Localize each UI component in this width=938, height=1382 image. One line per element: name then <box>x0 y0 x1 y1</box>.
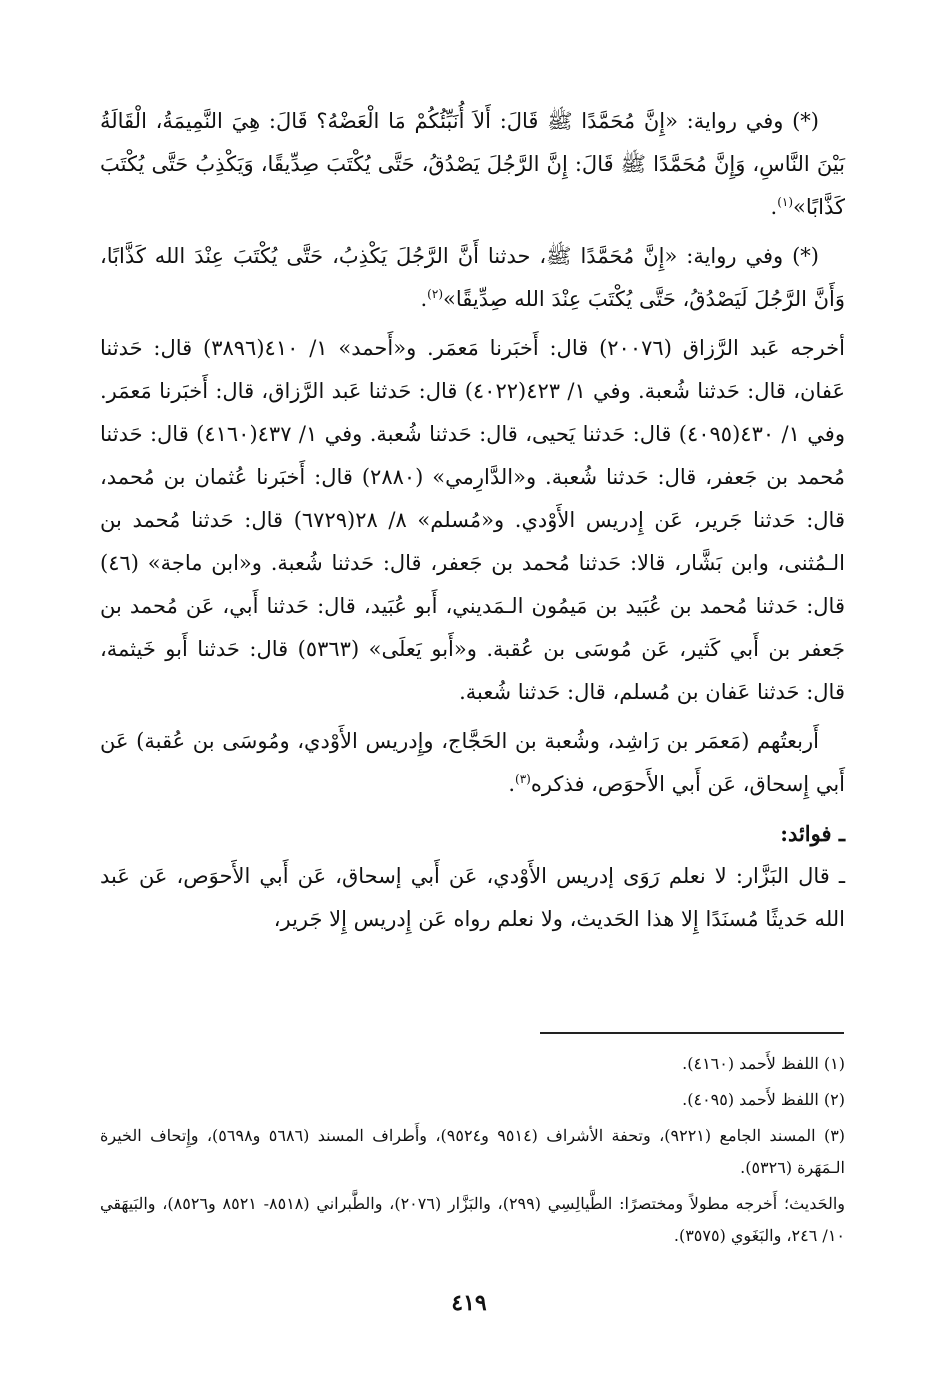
hadith-variant-1-end: . <box>770 195 778 219</box>
narrators-summary-text: أَربعتُهم (مَعمَر بن رَاشِد، وشُعبة بن الحَجَّاج، وإِدريس الأَوْدي، ومُوسَى بن عُقبة) عَن أَبي إِسحاق، عَن أَبي الأَحوَص، فذكره <box>100 729 845 796</box>
footnotes <box>100 1048 845 1256</box>
hadith-variant-2-text: (*) وفي رواية: «إِنَّ مُحَمَّدًا ﷺ، حدثنا أَنَّ الرَّجُلَ يَكْذِبُ، حَتَّى يُكْتَبَ عِنْدَ الله كَذَّابًا، وَأَنَّ الرَّجُلَ لَيَصْدُقُ، حَتَّى يُكْتَبَ عِنْدَ الله صِدِّيقًا» <box>100 244 845 311</box>
narrators-summary-end: . <box>508 772 515 796</box>
takhrij-paragraph: أخرجه عَبد الرَّزاق (٢٠٠٧٦) قال: أَخبَرنا مَعمَر. و«أَحمد» ١/ ٤١٠(٣٨٩٦) قال: حَدثنا عَفان، قال: حَدثنا شُعبة. وفي ١/ ٤٢٣(٤٠٢٢) قال: حَدثنا عَبد الرَّزاق، قال: أَخبَرنا مَعمَر. وفي ١/ ٤٣٠(٤٠٩٥) قال: حَدثنا يَحيى، قال: حَدثنا شُعبة. وفي ١/ ٤٣٧(٤١٦٠) قال: حَدثنا مُحمد بن جَعفر، قال: حَدثنا شُعبة. و«الدَّارِمي» (٢٨٨٠) قال: أَخبَرنا عُثمان بن مُحمد، قال: حَدثنا جَرير، عَن إِدريس الأَوْدي. و«مُسلم» ٨/ ٢٨(٦٧٢٩) قال: حَدثنا مُحمد بن الـمُثنى، وابن بَشَّار، قالا: حَدثنا مُحمد بن جَعفر، قال: حَدثنا شُعبة. و«ابن ماجة» (٤٦) قال: حَدثنا مُحمد بن عُبَيد بن مَيمُون الـمَديني، أَبو عُبَيد، قال: حَدثنا أَبي، عَن مُحمد بن جَعفر بن أَبي كَثير، عَن مُوسَى بن عُقبة. و«أَبو يَعلَى» (٥٣٦٣) قال: حَدثنا أَبو خَيثمة، قال: حَدثنا عَفان بن مُسلم، قال: حَدثنا شُعبة. <box>100 336 845 704</box>
footnote-separator <box>540 1032 844 1034</box>
footnote-ref-2: (٢) <box>427 287 443 301</box>
hadith-variant-2-end: . <box>420 287 428 311</box>
footnote-ref-1: (١) <box>777 195 794 209</box>
page-body <box>100 100 845 947</box>
footnote-2: (٢) اللفظ لأَحمد (٤٠٩٥). <box>682 1090 845 1109</box>
benefits-paragraph: ـ قال البَزَّار: لا نعلم رَوَى إدريس الأَوْدي، عَن أَبي إسحاق، عَن أَبي الأَحوَص، عَن عَبد الله حَديثًا مُسنَدًا إِلا هذا الحَديث، ولا نعلم رواه عَن إِدريس إِلا جَرير، <box>100 864 845 931</box>
footnote-1: (١) اللفظ لأَحمد (٤١٦٠). <box>682 1054 845 1073</box>
hadith-variant-1-text: (*) وفي رواية: «إِنَّ مُحَمَّدًا ﷺ قَالَ: أَلاَ أُنَبِّئُكُمْ مَا الْعَضْهُ؟ قَالَ: هِيَ النَّمِيمَةُ، الْقَالَةُ بَيْنَ النَّاسِ، وَإِنَّ مُحَمَّدًا ﷺ قَالَ: إِنَّ الرَّجُلَ يَصْدُقُ، حَتَّى يُكْتَبَ صِدِّيقًا، وَيَكْذِبُ حَتَّى يُكْتَبَ كَذَّابًا» <box>100 109 845 219</box>
hadith-variant-1 <box>100 100 845 229</box>
footnote-ref-3: (٣) <box>515 772 531 786</box>
page-number: ٤١٩ <box>451 1290 487 1316</box>
benefits-heading: ـ فوائد: <box>780 821 845 846</box>
footnote-3: (٣) المسند الجامع (٩٢٢١)، وتحفة الأشراف (٩٥١٤ و٩٥٢٤)، وأَطراف المسند (٥٦٨٦ و٥٦٩٨)، وإِتحاف الخيرة الـمَهَرة (٥٣٢٦). <box>100 1126 846 1177</box>
narrators-summary <box>100 720 845 806</box>
hadith-variant-2 <box>100 235 845 321</box>
footnote-3-continued: والحَديث؛ أَخرجه مطولاً ومختصرًا: الطَّيالِسِي (٢٩٩)، والبَزَّار (٢٠٧٦)، والطَّبراني (٨٥١٨- ٨٥٢١ و٨٥٢٦)، والبَيهَقي ١٠/ ٢٤٦، والبَغَوي (٣٥٧٥). <box>100 1194 846 1245</box>
